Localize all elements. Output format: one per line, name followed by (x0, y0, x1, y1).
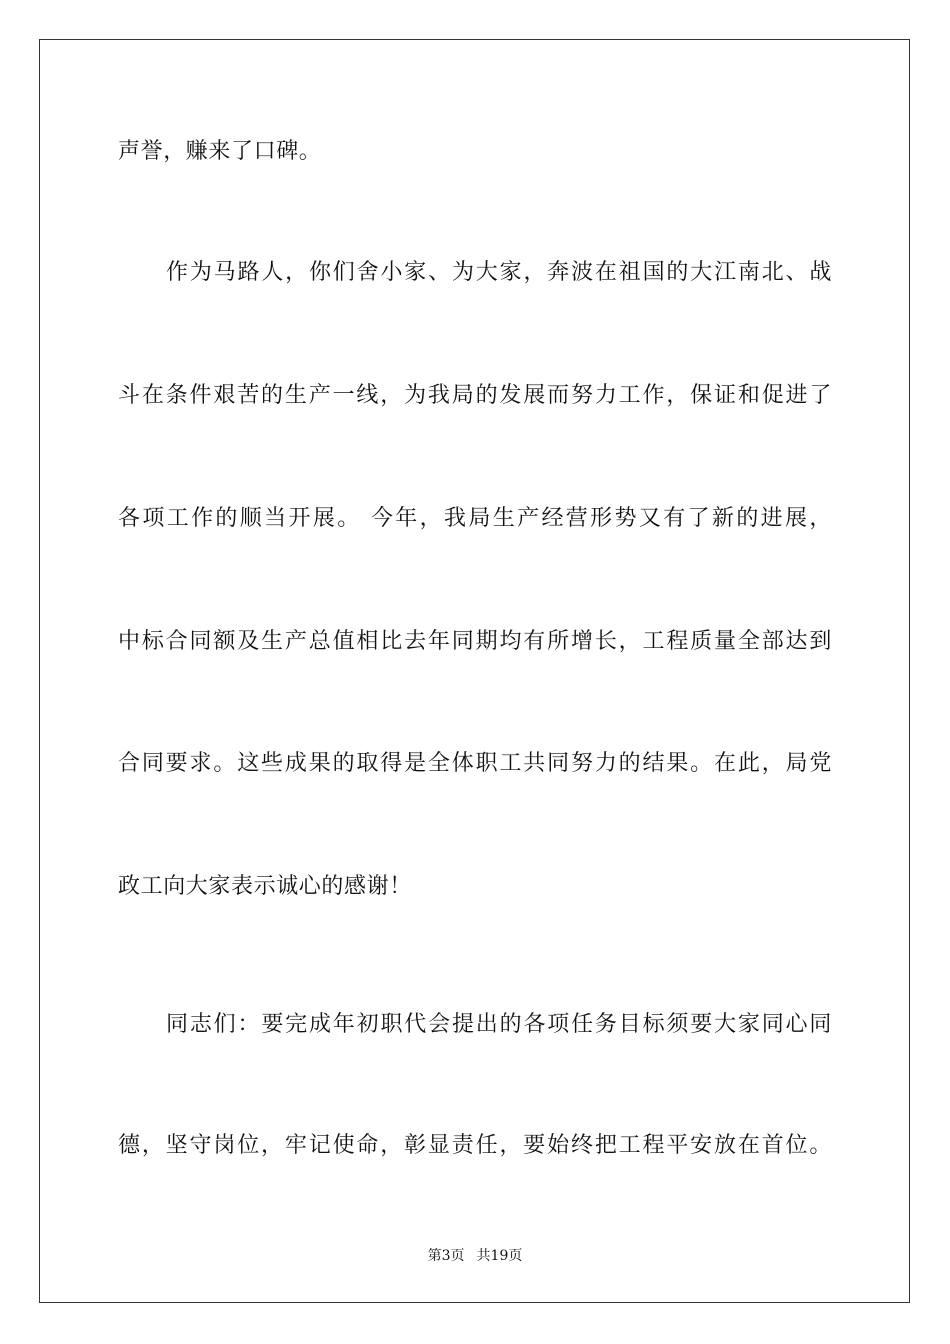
page-frame (39, 39, 910, 1303)
page-number: 第3页 (427, 1248, 465, 1264)
paragraph-line: 斗在条件艰苦的生产一线，为我局的发展而努力工作，保证和促进了 (118, 383, 832, 408)
paragraph-line: 合同要求。这些成果的取得是全体职工共同努力的结果。在此，局党 (118, 751, 832, 776)
paragraph-line: 中标合同额及生产总值相比去年同期均有所增长，工程质量全部达到 (118, 629, 832, 654)
paragraph-line: 同志们：要完成年初职代会提出的各项任务目标须要大家同心同 (166, 1012, 832, 1037)
paragraph-line: 各项工作的顺当开展。 今年，我局生产经营形势又有了新的进展， (118, 506, 832, 531)
paragraph-line: 声誉，赚来了口碑。 (118, 139, 322, 164)
page-total: 共19页 (476, 1248, 523, 1264)
paragraph-line: 德，坚守岗位，牢记使命，彰显责任，要始终把工程平安放在首位。 (118, 1133, 832, 1158)
paragraph-line: 政工向大家表示诚心的感谢！ (118, 874, 412, 899)
page-footer (0, 1246, 950, 1266)
paragraph-line: 作为马路人，你们舍小家、为大家，奔波在祖国的大江南北、战 (166, 260, 832, 285)
